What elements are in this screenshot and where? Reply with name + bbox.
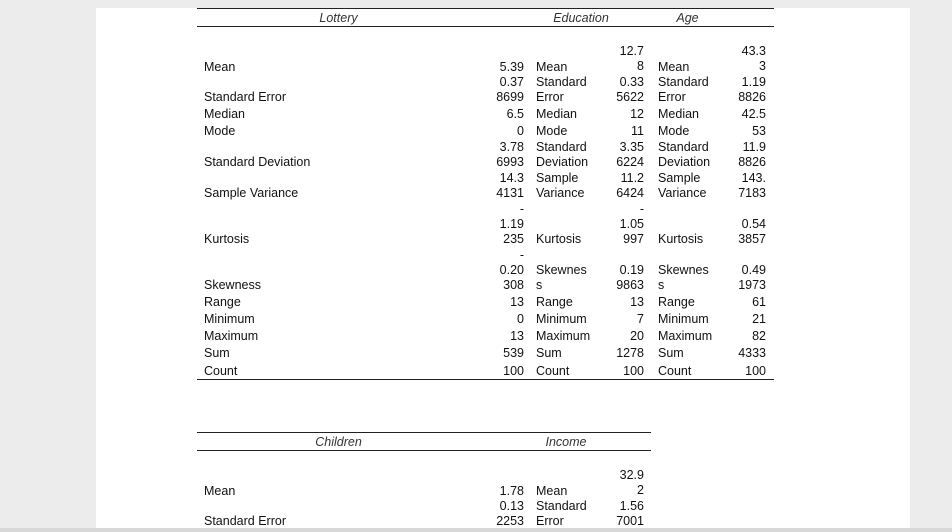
label-mode: Mode <box>204 124 236 138</box>
education-label-kurtosis: Kurtosis <box>536 232 582 246</box>
header-lottery: Lottery <box>319 11 358 25</box>
age-mean: 43.3 3 <box>741 44 766 73</box>
age-range: 61 <box>752 295 766 309</box>
lottery-sample-variance: 14.3 4131 <box>496 171 524 200</box>
lottery-sum: 539 <box>503 346 524 360</box>
age-median: 42.5 <box>741 107 766 121</box>
age-skewness: 0.49 1973 <box>738 263 766 292</box>
education-label-skewness: Skewnes s <box>536 263 587 292</box>
table2-header-rule <box>197 450 651 451</box>
education-label-mode: Mode <box>536 124 568 138</box>
education-label-sum: Sum <box>536 346 562 360</box>
education-skewness: 0.19 9863 <box>616 263 644 292</box>
lottery-mean: 5.39 <box>499 60 524 74</box>
label-range: Range <box>204 295 241 309</box>
lottery-minimum: 0 <box>517 312 524 326</box>
income-standard-error: 1.56 7001 <box>616 499 644 528</box>
label-standard-deviation: Standard Deviation <box>204 155 311 169</box>
age-label-minimum: Minimum <box>658 312 709 326</box>
children-mean: 1.78 <box>499 484 524 498</box>
education-mode: 11 <box>631 124 644 138</box>
lottery-skewness: - 0.20 308 <box>499 248 524 292</box>
label-mean: Mean <box>204 60 236 74</box>
table1-header-rule <box>197 26 774 27</box>
education-label-standard-error: Standard Error <box>536 75 587 104</box>
income-label-mean: Mean <box>536 484 568 498</box>
education-label-sample-variance: Sample Variance <box>536 171 585 200</box>
label-sample-variance: Sample Variance <box>204 186 299 200</box>
education-range: 13 <box>630 295 644 309</box>
age-label-mode: Mode <box>658 124 690 138</box>
table1-top-rule <box>197 8 774 9</box>
education-label-count: Count <box>536 364 570 378</box>
age-label-maximum: Maximum <box>658 329 713 343</box>
table2-label-standard-error: Standard Error <box>204 514 286 528</box>
education-sample-variance: 11.2 6424 <box>616 171 644 200</box>
table1-bottom-rule <box>197 379 774 380</box>
label-kurtosis: Kurtosis <box>204 232 250 246</box>
education-label-mean: Mean <box>536 60 568 74</box>
lottery-count: 100 <box>503 364 524 378</box>
education-minimum: 7 <box>637 312 644 326</box>
label-count: Count <box>204 364 238 378</box>
lottery-median: 6.5 <box>506 107 524 121</box>
age-label-mean: Mean <box>658 60 690 74</box>
age-minimum: 21 <box>752 312 766 326</box>
age-label-sample-variance: Sample Variance <box>658 171 707 200</box>
document-page <box>96 8 910 530</box>
age-standard-deviation: 11.9 8826 <box>738 140 766 169</box>
label-minimum: Minimum <box>204 312 255 326</box>
header-income: Income <box>545 435 587 449</box>
age-sum: 4333 <box>738 346 766 360</box>
education-label-range: Range <box>536 295 573 309</box>
label-sum: Sum <box>204 346 230 360</box>
lottery-mode: 0 <box>517 124 524 138</box>
education-kurtosis: - 1.05 997 <box>619 202 644 246</box>
education-label-maximum: Maximum <box>536 329 591 343</box>
education-label-standard-deviation: Standard Deviation <box>536 140 589 169</box>
age-standard-error: 1.19 8826 <box>738 75 766 104</box>
age-kurtosis: 0.54 3857 <box>738 217 766 246</box>
education-maximum: 20 <box>630 329 644 343</box>
age-label-sum: Sum <box>658 346 684 360</box>
education-sum: 1278 <box>616 346 644 360</box>
lottery-standard-error: 0.37 8699 <box>496 75 524 104</box>
education-standard-error: 0.33 5622 <box>616 75 644 104</box>
viewport-bottom-edge <box>0 528 952 532</box>
age-mode: 53 <box>752 124 766 138</box>
age-sample-variance: 143. 7183 <box>738 171 766 200</box>
label-skewness: Skewness <box>204 278 261 292</box>
header-children: Children <box>315 435 362 449</box>
age-label-kurtosis: Kurtosis <box>658 232 704 246</box>
lottery-kurtosis: - 1.19 235 <box>499 202 524 246</box>
education-label-median: Median <box>536 107 577 121</box>
lottery-standard-deviation: 3.78 6993 <box>496 140 524 169</box>
age-label-median: Median <box>658 107 699 121</box>
age-count: 100 <box>745 364 766 378</box>
lottery-range: 13 <box>510 295 524 309</box>
education-median: 12 <box>630 107 644 121</box>
label-standard-error: Standard Error <box>204 90 286 104</box>
age-label-count: Count <box>658 364 692 378</box>
education-count: 100 <box>623 364 644 378</box>
education-standard-deviation: 3.35 6224 <box>616 140 644 169</box>
table2-label-mean: Mean <box>204 484 236 498</box>
lottery-maximum: 13 <box>510 329 524 343</box>
label-maximum: Maximum <box>204 329 259 343</box>
income-label-standard-error: Standard Error <box>536 499 587 528</box>
age-label-standard-deviation: Standard Deviation <box>658 140 711 169</box>
header-age: Age <box>676 11 699 25</box>
income-mean: 32.9 2 <box>619 468 644 497</box>
table2-top-rule <box>197 432 651 433</box>
children-standard-error: 0.13 2253 <box>496 499 524 528</box>
education-label-minimum: Minimum <box>536 312 587 326</box>
header-education: Education <box>553 11 609 25</box>
education-mean: 12.7 8 <box>619 44 644 73</box>
age-label-skewness: Skewnes s <box>658 263 709 292</box>
age-label-standard-error: Standard Error <box>658 75 709 104</box>
label-median: Median <box>204 107 245 121</box>
age-maximum: 82 <box>752 329 766 343</box>
age-label-range: Range <box>658 295 695 309</box>
